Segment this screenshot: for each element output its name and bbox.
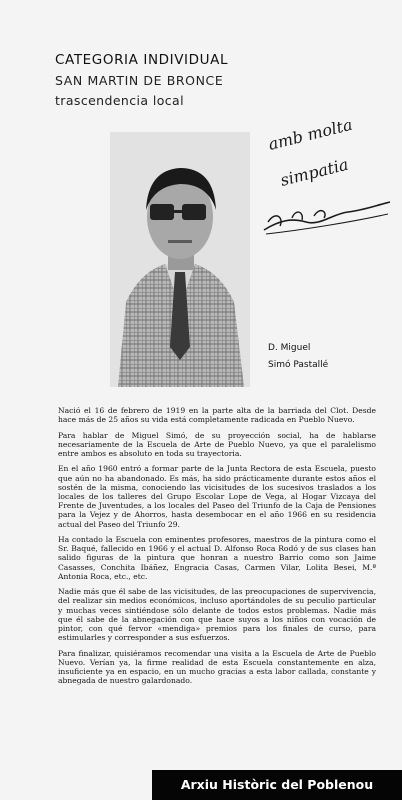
paragraph: Para finalizar, quisiéramos recomendar una visita a la Escuela de Arte de Pueblo Nuevo. Verían ya, la firme realidad de esta Escuela constantemente en alza, insuficiente ya en espacio, en un mucho gracias a esta labor callada, constante y abnegada de nuestro galardonado. bbox=[58, 648, 376, 686]
handwriting-svg bbox=[262, 122, 392, 242]
portrait-illustration bbox=[110, 132, 250, 387]
category-title: CATEGORIA INDIVIDUAL bbox=[55, 52, 229, 68]
paragraph: Para hablar de Miguel Simó, de su proyección social, ha de hablarse necesariamente de la Escuela de Arte de Pueblo Nuevo, ya que el paralelismo entre ambos es absoluto en toda su trayectoria. bbox=[58, 430, 376, 458]
award-note: trascendencia local bbox=[55, 93, 184, 108]
caption-line-1: D. Miguel bbox=[268, 343, 311, 353]
signature bbox=[264, 202, 390, 234]
paragraph: Nació el 16 de febrero de 1919 en la parte alta de la barriada del Clot. Desde hace más de 25 años su vida está completamente radicada en Pueblo Nuevo. bbox=[58, 406, 376, 425]
photo-caption bbox=[268, 340, 388, 374]
handwritten-dedication bbox=[262, 122, 392, 242]
dedication-line-2: simpatia bbox=[278, 154, 351, 190]
paragraph: Nadie más que él sabe de las vicisitudes, de las preocupaciones de supervivencia, del realizar sin medios económicos, incluso aportándoles de su peculio particular y muchas veces sintiéndose sólo delante de todos estos problemas. Nadie más que él sabe de la abnegación con que hace suyos a los niños con vocación de pintor, con qué fervor «mendiga» premios para los finales de curso, para estimularles y corresponder a sus esfuerzos. bbox=[58, 587, 376, 643]
caption-line-2: Simó Pastallé bbox=[268, 360, 329, 370]
article-body bbox=[58, 406, 376, 692]
portrait-photo bbox=[110, 132, 250, 387]
paragraph: En el año 1960 entró a formar parte de la Junta Rectora de esta Escuela, puesto que aún no ha abandonado. Es más, ha sido prácticamente durante estos años el sostén de la misma, conociendo las vicisitudes de los sucesivos traslados a los locales de los talleres del Grupo Escolar Lope de Vega, al Hogar Vizcaya del Frente de Juventudes, a los locales del Paseo del Triunfo de la Caja de Pensiones para la Vejez y de Ahorros, hasta desembocar en el año 1966 en su residencia actual del Paseo del Triunfo 29. bbox=[58, 464, 376, 529]
award-subtitle: SAN MARTIN DE BRONCE bbox=[55, 73, 224, 88]
paragraph: Ha contado la Escuela con eminentes profesores, maestros de la pintura como el Sr. Baqué, fallecido en 1966 y el actual D. Alfonso Roca Rodó y de sus clases han salido figuras de la pintura que honran a nuestro Barrio como son Jaime Casasses, Conchita Ibáñez, Engracia Casas, Carmen Vilar, Lolita Besei, M.ª Antonia Roca, etc., etc. bbox=[58, 535, 376, 581]
dedication-line-1: amb molta bbox=[266, 122, 355, 154]
archive-footer-label: Arxiu Històric del Poblenou bbox=[152, 770, 402, 800]
